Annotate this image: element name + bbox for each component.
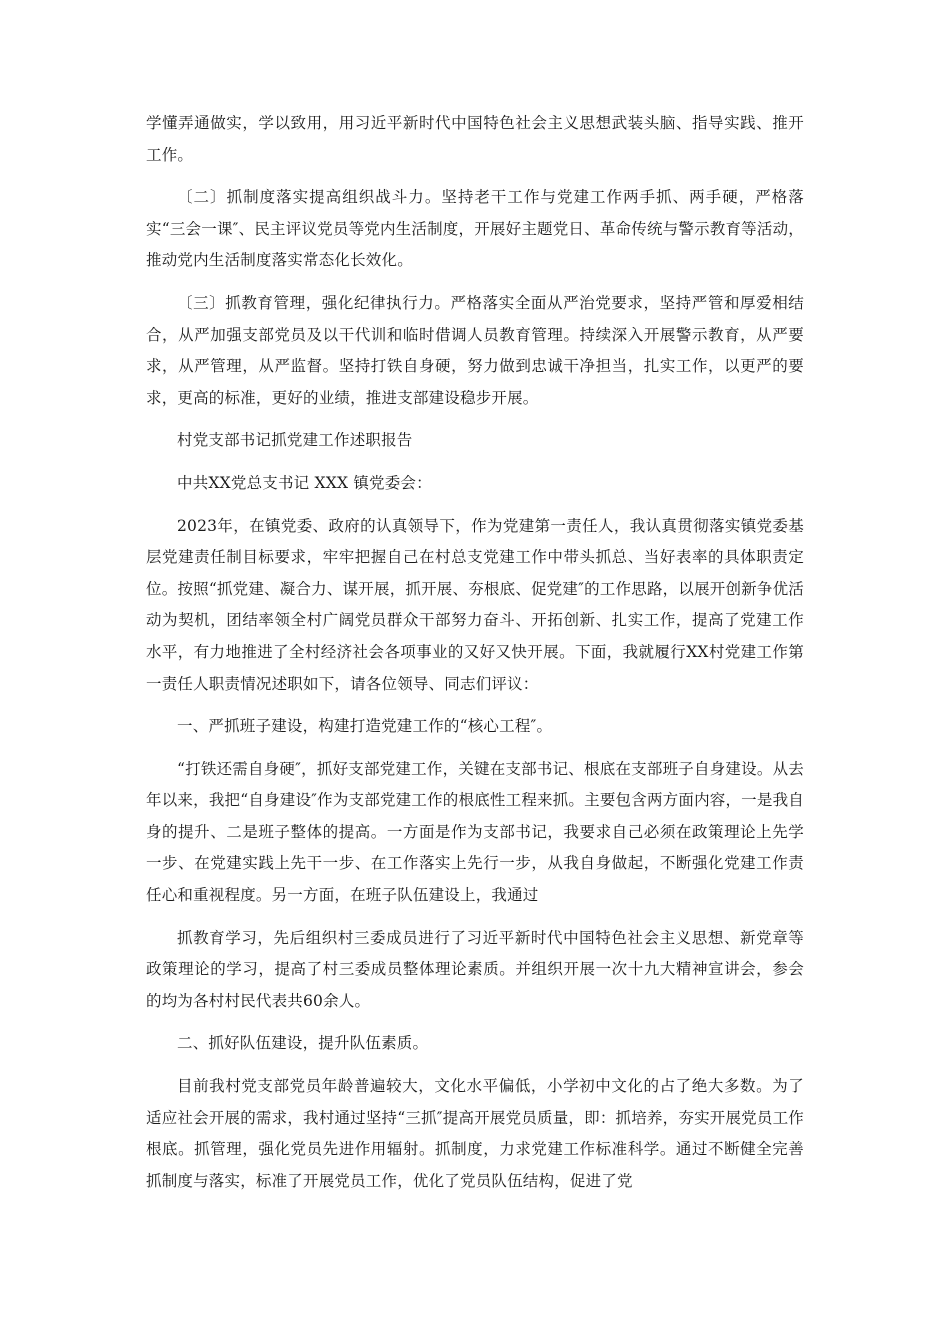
paragraph-continuation: 学懂弄通做实，学以致用，用习近平新时代中国特色社会主义思想武装头脑、指导实践、推开工作。 <box>146 114 804 164</box>
heading-one: 一、严抓班子建设，构建打造党建工作的“核心工程″。 <box>177 717 553 736</box>
paragraph-section-three: 〔三〕抓教育管理，强化纪律执行力。严格落实全面从严治党要求，坚持严管和厚爱相结合，从严加强支部党员及以干代训和临时借调人员教育管理。持续深入开展警示教育，从严要求，从严管理，从严监督。坚持打铁自身硬，努力做到忠诚干净担当，扎实工作，以更严的要求，更高的标准，更好的业绩，推进支部建设稳步开展。 <box>146 293 804 407</box>
paragraph-intro: 2023年，在镇党委、政府的认真领导下，作为党建第一责任人，我认真贯彻落实镇党委基层党建责任制目标要求，牢牢把握自己在村总支党建工作中带头抓总、当好表率的具体职责定位。按照“抓党建、凝合力、谋开展，抓开展、夯根底、促党建″的工作思路，以展开创新争优活动为契机，团结率领全村广阔党员群众干部努力奋斗、开拓创新、扎实工作，提高了党建工作水平，有力地推进了全村经济社会各项事业的又好又快开展。下面，我就履行XX村党建工作第一责任人职责情况述职如下，请各位领导、同志们评议： <box>146 516 804 693</box>
paragraph-team-building: 目前我村党支部党员年龄普遍较大，文化水平偏低，小学初中文化的占了绝大多数。为了适应社会开展的需求，我村通过坚持“三抓″提高开展党员质量，即：抓培养，夯实开展党员工作根底。抓管理，强化党员先进作用辐射。抓制度，力求党建工作标准科学。通过不断健全完善抓制度与落实，标准了开展党员工作，优化了党员队伍结构，促进了党 <box>146 1077 804 1190</box>
salutation: 中共XX党总支书记 XXX 镇党委会： <box>177 473 432 492</box>
paragraph-self-building: “打铁还需自身硬″，抓好支部党建工作，关键在支部书记、根底在支部班子自身建设。从去年以来，我把“自身建设″作为支部党建工作的根底性工程来抓。主要包含两方面内容，一是我自身的提升、二是班子整体的提高。一方面是作为支部书记，我要求自己必须在政策理论上先学一步、在党建实践上先干一步、在工作落实上先行一步，从我自身做起，不断强化党建工作责任心和重视程度。另一方面，在班子队伍建设上，我通过 <box>146 759 804 905</box>
paragraph-education: 抓教育学习，先后组织村三委成员进行了习近平新时代中国特色社会主义思想、新党章等政策理论的学习，提高了村三委成员整体理论素质。并组织开展一次十九大精神宣讲会，参会的均为各村村民代表共60余人。 <box>146 928 804 1010</box>
paragraph-section-two: 〔二〕抓制度落实提高组织战斗力。坚持老干工作与党建工作两手抓、两手硬，严格落实“三会一课″、民主评议党员等党内生活制度，开展好主题党日、革命传统与警示教育等活动，推动党内生活制度落实常态化长效化。 <box>146 188 804 270</box>
heading-two: 二、抓好队伍建设，提升队伍素质。 <box>177 1034 429 1053</box>
report-title: 村党支部书记抓党建工作述职报告 <box>177 431 413 450</box>
document-page <box>146 0 804 1197</box>
